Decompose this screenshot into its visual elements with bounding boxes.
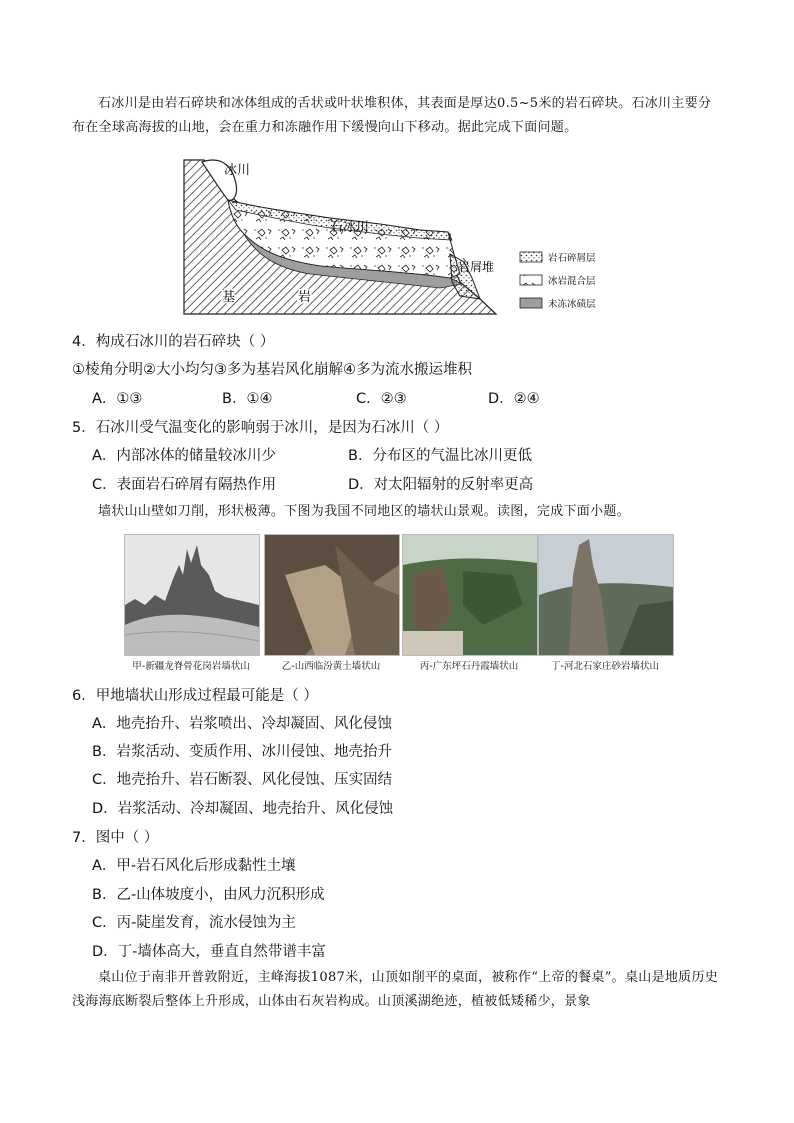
q5-option-b: B．分布区的气温比冰川更低 [348, 448, 532, 464]
photo-yi-caption: 乙-山西临汾黄土墙状山 [281, 661, 381, 672]
question-4-statements: ①棱角分明②大小均匀③多为基岩风化崩解④多为流水搬运堆积 [72, 362, 472, 378]
q4-option-b: B．①④ [222, 391, 273, 407]
photo-ding-caption: 丁-河北石家庄砂岩墙状山 [551, 661, 659, 672]
photo-bing-caption: 丙-广东坪石丹霞墙状山 [419, 661, 519, 672]
q7-option-a: A．甲-岩石风化后形成黏性土壤 [92, 858, 296, 874]
legend-swatch-debris [520, 252, 542, 262]
legend-label-debris: 岩石碎屑层 [548, 253, 596, 264]
q4-option-a: A．①③ [92, 391, 143, 407]
photo-jia-caption: 甲-新疆龙脊骨花岗岩墙状山 [132, 661, 250, 672]
q6-option-d: D．岩浆活动、冷却凝固、地壳抬升、风化侵蚀 [92, 801, 394, 817]
bedrock-label-1: 基 [222, 290, 236, 305]
talus-label: 岩屑堆 [458, 260, 495, 274]
diagram-legend [520, 252, 596, 310]
q5-option-c: C．表面岩石碎屑有隔热作用 [92, 477, 277, 493]
q6-option-b: B．岩浆活动、变质作用、冰川侵蚀、地壳抬升 [92, 744, 392, 760]
question-5-stem: 5．石冰川受气温变化的影响弱于冰川，是因为石冰川（ ） [72, 420, 449, 436]
legend-swatch-mixed [520, 275, 542, 285]
q5-option-d: D．对太阳辐射的反射率更高 [348, 477, 534, 493]
legend-label-moraine: 未冻冰碛层 [548, 299, 596, 310]
photo-yi-image [265, 535, 399, 655]
question-4-stem: 4．构成石冰川的岩石碎块（ ） [72, 334, 275, 350]
question-7-stem: 7．图中（ ） [72, 830, 159, 846]
photo-jia [124, 534, 260, 656]
photo-ding [538, 534, 674, 656]
q4-option-c: C．②③ [356, 391, 407, 407]
photo-bing [402, 534, 538, 656]
photo-ding-image [539, 535, 673, 655]
rock-glacier-intro: 石冰川是由岩石碎块和冰体组成的舌状或叶状堆积体，其表面是厚达0.5~5米的岩石碎块。石冰川主要分布在全球高海拔的山地，会在重力和冻融作用下缓慢向山下移动。据此完成下面问题。 [72, 96, 712, 135]
q7-option-d: D．丁-墙体高大，垂直自然带谱丰富 [92, 944, 326, 960]
table-mountain-intro: 桌山位于南非开普敦附近，主峰海拔1087米，山顶如削平的桌面，被称作“上帝的餐桌”。桌山是地质历史浅海海底断裂后整体上升形成，山体由石灰岩构成。山顶溪湖绝迹，植被低矮稀少，景象 [72, 970, 719, 1009]
q4-option-d: D．②④ [488, 391, 540, 407]
legend-swatch-moraine [520, 298, 542, 308]
q7-option-b: B．乙-山体坡度小，由风力沉积形成 [92, 887, 325, 903]
q7-option-c: C．丙-陡崖发育，流水侵蚀为主 [92, 915, 296, 931]
wall-mountain-photos [124, 534, 672, 672]
rock-glacier-cross-section [180, 154, 620, 319]
question-6-stem: 6．甲地墙状山形成过程最可能是（ ） [72, 688, 318, 704]
rock-glacier-label: 石冰川 [330, 220, 370, 235]
photo-bing-image [403, 535, 537, 655]
q6-option-c: C．地壳抬升、岩石断裂、风化侵蚀、压实固结 [92, 772, 393, 788]
photo-yi [264, 534, 400, 656]
bedrock-label-2: 岩 [298, 290, 312, 305]
glacier-label: 冰川 [224, 163, 251, 178]
q6-option-a: A．地壳抬升、岩浆喷出、冷却凝固、风化侵蚀 [92, 716, 392, 732]
wall-mountain-intro: 墙状山山壁如刀削，形状极薄。下图为我国不同地区的墙状山景观。读图，完成下面小题。 [98, 504, 631, 519]
legend-label-mixed: 冰岩混合层 [548, 276, 596, 287]
q5-option-a: A．内部冰体的储量较冰川少 [92, 448, 276, 464]
rock-glacier-diagram [180, 154, 620, 319]
photo-jia-image [125, 535, 259, 655]
